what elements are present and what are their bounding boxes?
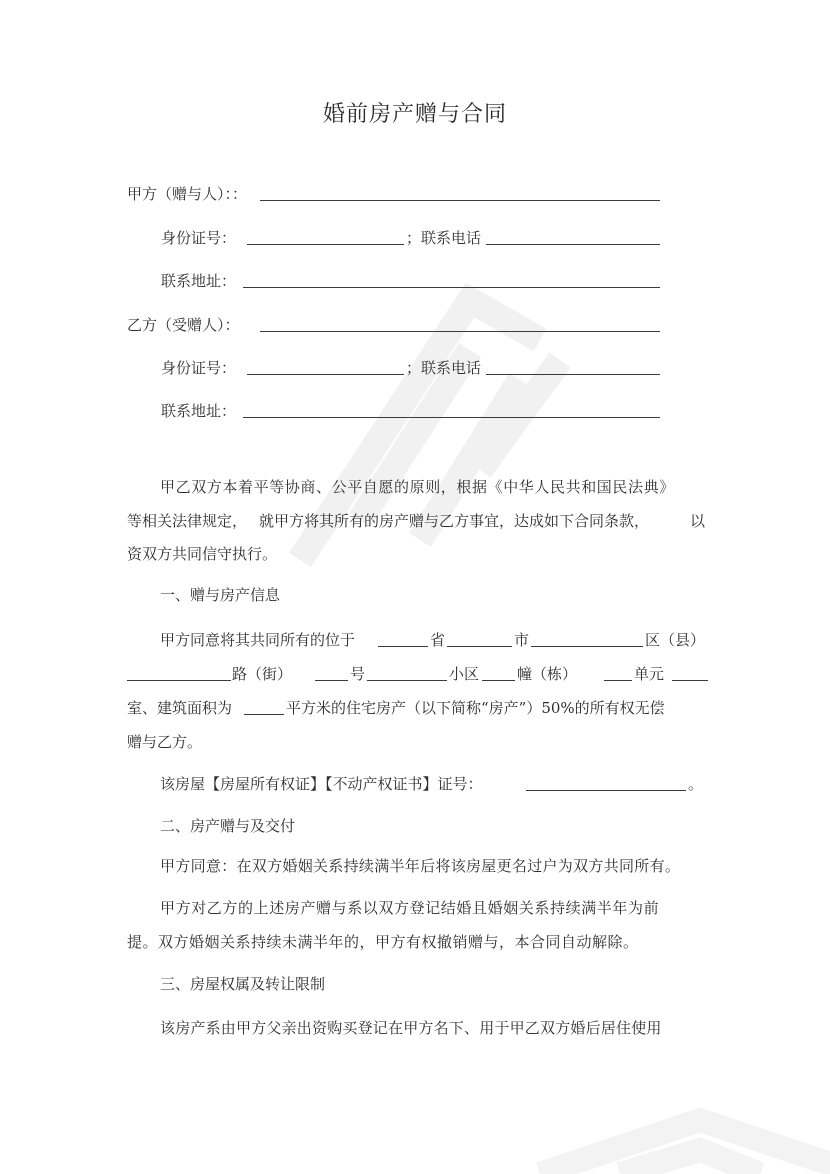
party-a-id-label: 身份证号： [161, 229, 237, 247]
district-field[interactable] [531, 646, 643, 647]
party-b-address-field[interactable] [243, 417, 660, 418]
preamble-line-2a: 等相关法律规定， [127, 512, 248, 530]
party-b-label: 乙方（受赠人）： [127, 316, 240, 334]
road-field[interactable] [127, 680, 231, 681]
party-b-name-field[interactable] [260, 331, 660, 332]
party-a-phone-label: ；联系电话 [406, 229, 482, 247]
section-3-heading: 三、房屋权属及转让限制 [160, 975, 326, 993]
section-2-p2-line-2: 提。双方婚姻关系持续未满半年的，甲方有权撤销赠与，本合同自动解除。 [127, 933, 639, 951]
road-label: 路（街） [232, 665, 293, 683]
certificate-label: 该房屋【房屋所有权证】【不动产权证书】证号： [160, 775, 483, 793]
area-field[interactable] [244, 714, 284, 715]
preamble-line-2b: 就甲方将其所有的房产赠与乙方事宜， [259, 512, 515, 530]
preamble-line-2d: 以 [690, 512, 706, 530]
party-b-id-label: 身份证号： [161, 359, 237, 377]
document-title: 婚前房产赠与合同 [322, 102, 507, 127]
unit-label: 单元 [634, 665, 665, 683]
certificate-end: 。 [688, 775, 704, 793]
party-a-address-label: 联系地址： [161, 272, 237, 290]
party-a-phone-field[interactable] [486, 244, 660, 245]
section-2-p1: 甲方同意：在双方婚姻关系持续满半年后将该房屋更名过户为双方共同所有。 [160, 857, 681, 875]
community-field[interactable] [367, 680, 447, 681]
party-b-address-label: 联系地址： [161, 402, 237, 420]
city-field[interactable] [447, 646, 512, 647]
province-label: 省 [430, 631, 446, 649]
party-b-phone-label: ；联系电话 [406, 359, 482, 377]
party-a-label: 甲方（赠与人）：： [127, 185, 248, 203]
number-field[interactable] [315, 680, 348, 681]
section-1-p1-end: 赠与乙方。 [127, 733, 203, 751]
area-label-a: 室、建筑面积为 [127, 699, 233, 717]
section-3-p1: 该房产系由甲方父亲出资购买登记在甲方名下、用于甲乙双方婚后居住使用 [160, 1019, 662, 1037]
party-a-name-field[interactable] [260, 200, 660, 201]
district-label: 区（县） [645, 631, 706, 649]
province-field[interactable] [378, 646, 428, 647]
unit-number-field[interactable] [604, 680, 632, 681]
certificate-number-field[interactable] [526, 790, 686, 791]
number-label: 号 [350, 665, 366, 683]
preamble-line-2c: 达成如下合同条款， [514, 512, 650, 530]
party-a-address-field[interactable] [243, 287, 660, 288]
section-2-p2-line-1: 甲方对乙方的上述房产赠与系以双方登记结婚且婚姻关系持续满半年为前 [160, 899, 660, 917]
section-2-heading: 二、房产赠与及交付 [160, 817, 296, 835]
party-b-id-field[interactable] [247, 374, 404, 375]
preamble-line-1: 甲乙双方本着平等协商、公平自愿的原则，根据《中华人民共和国民法典》 [160, 478, 675, 496]
room-field[interactable] [672, 680, 708, 681]
building-label: 幢（栋） [517, 665, 578, 683]
party-a-id-field[interactable] [247, 244, 404, 245]
city-label: 市 [514, 631, 530, 649]
community-label: 小区 [449, 665, 480, 683]
party-b-phone-field[interactable] [486, 374, 660, 375]
area-label-b: 平方米的住宅房产（以下简称“房产”）50%的所有权无偿 [286, 699, 665, 717]
building-field[interactable] [482, 680, 515, 681]
section-1-heading: 一、赠与房产信息 [160, 586, 281, 604]
section-1-lead: 甲方同意将其共同所有的位于 [160, 631, 356, 649]
preamble-line-3: 资双方共同信守执行。 [127, 545, 278, 563]
